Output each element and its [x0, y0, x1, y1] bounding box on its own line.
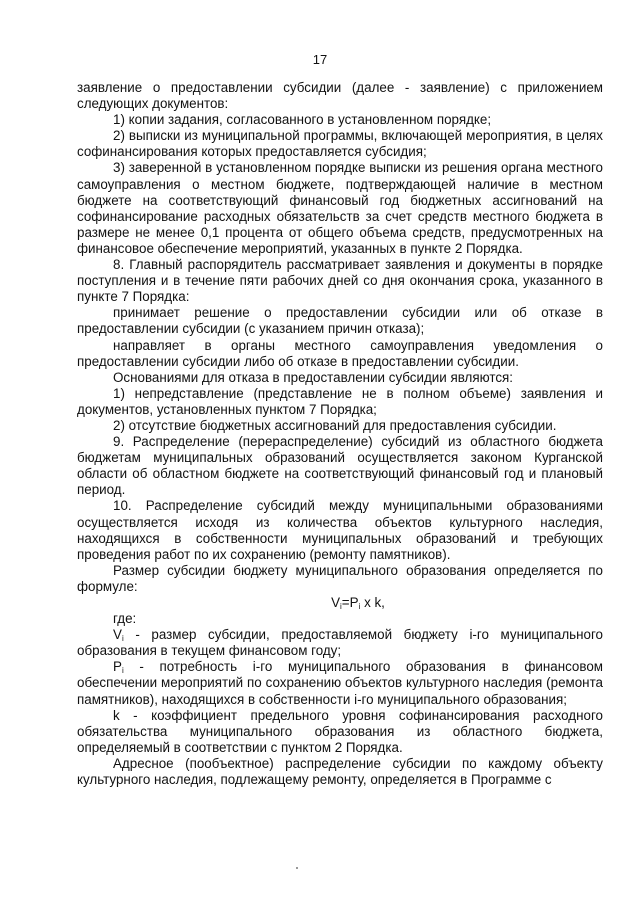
paragraph: заявление о предоставлении субсидии (далее - заявление) с приложением следующих документов:	[77, 80, 603, 112]
definition-sub: i	[121, 634, 124, 644]
document-body	[77, 80, 603, 788]
scan-speck	[296, 867, 298, 869]
paragraph: Основаниями для отказа в предоставлении субсидии являются:	[113, 369, 513, 385]
definition-sub: i	[121, 666, 124, 676]
where-label: где:	[113, 611, 137, 627]
definition-text: - коэффициент предельного уровня софинансирования расходного обязательства муниципального образования из областного бюджета, определяемый в соответствии с пунктом 2 Порядка.	[77, 707, 603, 755]
paragraph: 2) отсутствие бюджетных ассигнований для предоставления субсидии.	[113, 417, 557, 433]
formula-sub: i	[358, 602, 361, 611]
formula-tail: x k,	[360, 595, 385, 610]
page-number: 17	[312, 52, 328, 67]
paragraph: Адресное (пообъектное) распределение субсидии по каждому объекту культурного наследия, подлежащему ремонту, определяется в Программе с	[77, 755, 603, 788]
paragraph: принимает решение о предоставлении субсидии или об отказе в предоставлении субсидии (с указанием причин отказа);	[77, 305, 603, 337]
definition-text: - потребность i-го муниципального образования в финансовом обеспечении мероприятий по сохранению объектов культурного наследия (ремонта памятников), находящихся в собственности i-го муниципального образования;	[77, 659, 603, 707]
paragraph: направляет в органы местного самоуправления уведомления о предоставлении субсидии либо об отказе в предоставлении субсидии.	[77, 337, 603, 369]
definition	[77, 627, 603, 659]
paragraph: Размер субсидии бюджету муниципального образования определяется по формуле:	[77, 562, 603, 594]
formula	[77, 595, 603, 611]
formula-eq: =P	[341, 595, 359, 610]
paragraph: 2) выписки из муниципальной программы, включающей мероприятия, в целях софинансирования которых предоставляется субсидия;	[77, 128, 603, 160]
paragraph: 9. Распределение (перераспределение) субсидий из областного бюджета бюджетам муниципальных образований осуществляется законом Курганской области об областном бюджете на соответствующий финансовый год и плановый период.	[77, 434, 603, 498]
definition-symbol: V	[113, 627, 122, 643]
paragraph: 1) копии задания, согласованного в установленном порядке;	[113, 112, 492, 128]
paragraph: 3) заверенной в установленном порядке выписки из решения органа местного самоуправления о местном бюджете, подтверждающей наличие в местном бюджете на соответствующий финансовый год бюджетных ассигнований на софинансирование расходных обязательств за счет средств местного бюджета в размере не менее 0,1 процента от общего объема средств, предусмотренных на финансовое обеспечение мероприятий, указанных в пункте 2 Порядка.	[77, 160, 603, 256]
definition	[77, 708, 603, 756]
paragraph: 10. Распределение субсидий между муниципальными образованиями осуществляется исходя из количества объектов культурного наследия, находящихся в собственности муниципальных образований и требующих проведения работ по их сохранению (ремонту памятников).	[77, 498, 603, 562]
formula-v: V	[331, 595, 341, 610]
paragraph: 1) непредставление (представление не в полном объеме) заявления и документов, установленных пунктом 7 Порядка;	[77, 385, 603, 417]
definition-symbol: k	[113, 707, 120, 723]
definition-symbol: P	[113, 659, 122, 675]
formula-sub: i	[340, 602, 342, 611]
definition-text: - размер субсидии, предоставляемой бюджету i-го муниципального образования в текущем финансовом году;	[77, 627, 603, 659]
definition	[77, 659, 603, 707]
paragraph: 8. Главный распорядитель рассматривает заявления и документы в порядке поступления и в течение пяти рабочих дней со дня окончания срока, указанного в пункте 7 Порядка:	[77, 257, 603, 305]
